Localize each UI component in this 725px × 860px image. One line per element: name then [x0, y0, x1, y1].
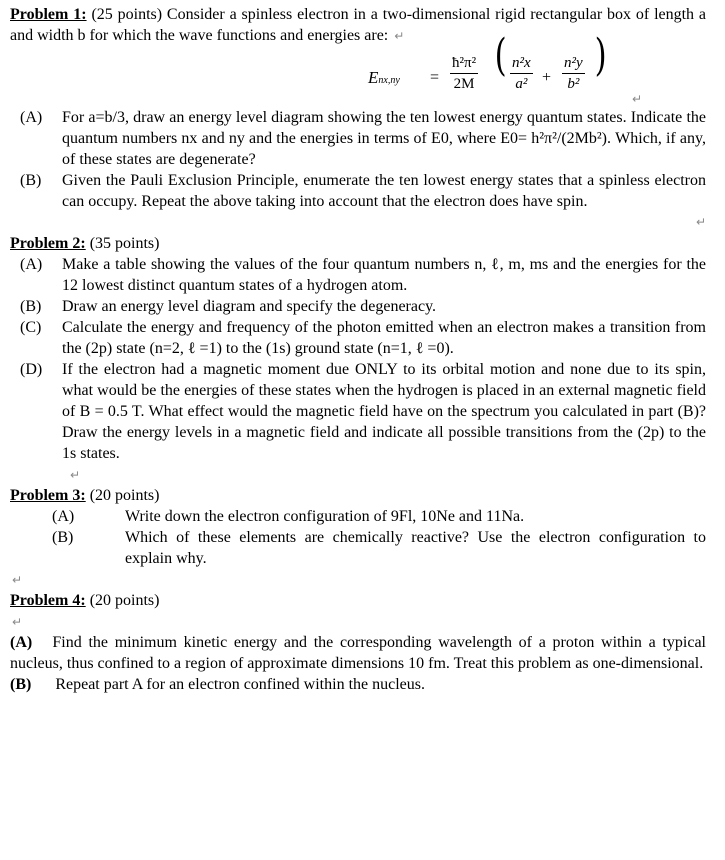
problem-4-part-a [10, 632, 706, 674]
part-text: Repeat part A for an electron confined within the nucleus. [55, 676, 425, 693]
paragraph-mark: ↵ [632, 92, 643, 106]
paragraph-mark: ↵ [12, 615, 23, 629]
problem-2-part-d [10, 359, 706, 464]
equation-plus: + [542, 69, 552, 86]
part-label: (A) [20, 256, 43, 273]
part-label: (A) [52, 508, 75, 525]
part-label: (B) [10, 676, 32, 693]
part-text: Make a table showing the values of the four quantum numbers n, ℓ, m, ms and the energies for the 12 lowest distinct quantum states of a hydrogen atom. [62, 256, 706, 294]
equation-lhs-subscript: nx,ny [378, 75, 400, 86]
problem-1-title: Problem 1: [10, 6, 87, 23]
blank-line [10, 464, 706, 485]
part-text: Given the Pauli Exclusion Principle, enumerate the ten lowest energy states that a spinless electron can occupy. Repeat the above taking into account that the electron does have spin. [62, 172, 706, 210]
problem-4-title: Problem 4: [10, 592, 86, 609]
paragraph-mark: ↵ [695, 215, 706, 229]
part-label: (A) [10, 634, 33, 651]
problem-1-part-a [10, 107, 706, 170]
equation-coefficient: $\frac{\text{ħ²π²}}{2M}$ [452, 55, 477, 92]
problem-2-heading [10, 233, 706, 254]
problem-2-part-a [10, 254, 706, 296]
part-label: (B) [20, 172, 42, 189]
problem-4-heading [10, 590, 706, 611]
paragraph-mark: ↵ [394, 29, 405, 43]
problem-3-heading [10, 485, 706, 506]
problem-4-part-b [10, 674, 706, 695]
problem-2-title: Problem 2: [10, 235, 86, 252]
document-page [10, 4, 706, 695]
part-text: If the electron had a magnetic moment due ONLY to its orbital motion and none due to its spin, what would be the energies of these states when the hydrogen is placed in an external magnetic field of B = 0.5 T. What effect would the magnetic field have on the spectrum you calculated in part (B)? Draw the energy levels in a magnetic field and indicate all possible transitions from the (2p) to the 1s states. [62, 361, 706, 462]
part-label: (D) [20, 361, 43, 378]
part-text: Draw an energy level diagram and specify the degeneracy. [62, 298, 437, 315]
problem-4-points: (20 points) [89, 592, 160, 609]
equation-term-2: $\frac{\text{n²y}}{\text{b²}}$ [564, 55, 583, 92]
blank-line [10, 212, 706, 233]
energy-equation [10, 30, 706, 107]
equation-equals: = [430, 69, 440, 86]
problem-3-points: (20 points) [89, 487, 160, 504]
blank-line [10, 569, 706, 590]
part-label: (B) [52, 529, 74, 546]
equation-lhs: Enx,ny [368, 68, 400, 87]
problem-2-part-c [10, 317, 706, 359]
problem-3-title: Problem 3: [10, 487, 86, 504]
part-text: Which of these elements are chemically reactive? Use the electron configuration to explain why. [125, 529, 706, 567]
part-label: (B) [20, 298, 42, 315]
problem-1-part-b [10, 170, 706, 212]
part-label: (C) [20, 319, 42, 336]
part-text: Calculate the energy and frequency of the photon emitted when an electron makes a transition from the (2p) state (n=2, ℓ =1) to the (1s) ground state (n=1, ℓ =0). [62, 319, 706, 357]
paragraph-mark: ↵ [12, 573, 23, 587]
problem-1-intro-text: (25 points) Consider a spinless electron in a two-dimensional rigid rectangular box of length a and width b for which the wave functions and energies are: [10, 6, 707, 44]
problem-3-part-b [10, 527, 706, 569]
part-text: For a=b/3, draw an energy level diagram showing the ten lowest energy quantum states. Indicate the quantum numbers nx and ny and the energies in terms of E0, where E0= h²π²/(2Mb²). Which, if any, of these states are degenerate? [62, 109, 706, 168]
equation-term-1: $\frac{\text{n²x}}{\text{a²}}$ [512, 55, 531, 92]
part-text: Write down the electron configuration of 9Fl, 10Ne and 11Na. [125, 508, 525, 525]
problem-2-part-b [10, 296, 706, 317]
paragraph-mark: ↵ [70, 468, 81, 482]
problem-3-part-a [10, 506, 706, 527]
blank-line [10, 611, 706, 632]
part-text: Find the minimum kinetic energy and the corresponding wavelength of a proton within a typical nucleus, thus confined to a region of approximate dimensions 10 fm. Treat this problem as one-dimensional. [10, 634, 706, 672]
problem-2-points: (35 points) [89, 235, 160, 252]
equation-left-paren: ( [494, 30, 507, 81]
equation-right-paren: ) [594, 30, 607, 81]
part-label: (A) [20, 109, 43, 126]
